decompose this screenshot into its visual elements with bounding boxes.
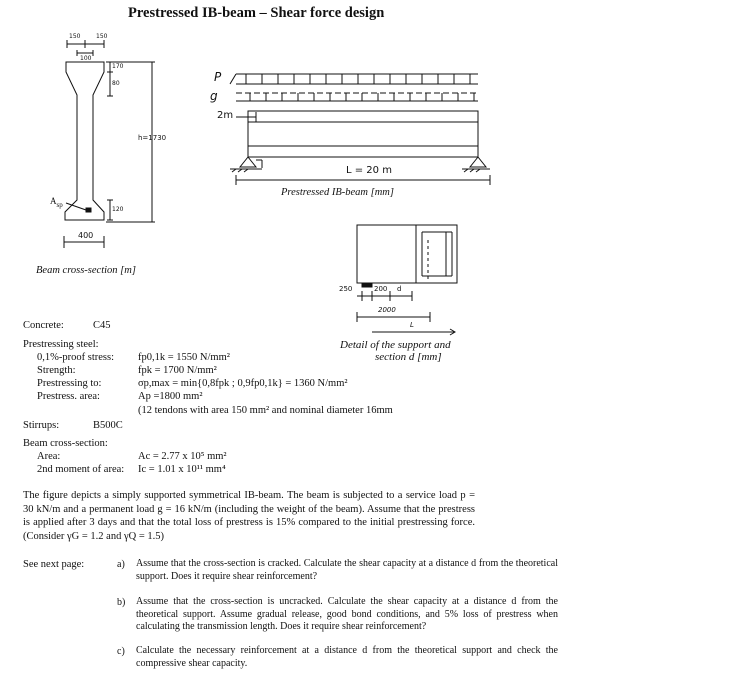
prestress-area-label: Prestress. area: [37, 391, 100, 402]
dim-150-right: 150 [96, 33, 108, 40]
label-g: g [210, 89, 218, 103]
description-paragraph: The figure depicts a simply supported symmetrical IB-beam. The beam is subjected to a service load p = 30 kN/m and a permanent load g = 16 kN/m (including the weight of the beam). Assume that the prestress is applied after 3 days and that the total loss of prestress is 15% compared to the initial prestressing force. (Consider γG = 1.2 and γQ = 1.5) [23, 490, 475, 542]
prestressing-to-value: σp,max = min{0,8fpk ; 0,9fp0,1k} = 1360 N/mm² [138, 378, 348, 389]
dim-400: 400 [78, 231, 94, 240]
dim-170: 170 [112, 63, 124, 70]
cross-section-caption: Beam cross-section [m] [36, 265, 136, 276]
moment-label: 2nd moment of area: [37, 464, 125, 475]
tendons-note: (12 tendons with area 150 mm² and nominal diameter 16mm [138, 405, 393, 416]
dim-200: 200 [374, 285, 388, 293]
strength-label: Strength: [37, 365, 76, 376]
proof-value: fp0,1k = 1550 N/mm² [138, 352, 230, 363]
g-load-arrows [250, 93, 474, 101]
question-a-marker: a) [117, 559, 125, 570]
support-detail [357, 225, 457, 335]
question-c-text: Calculate the necessary reinforcement at a distance d from the theoretical support and check the compressive shear capacity. [136, 645, 558, 669]
label-2m: 2m [217, 110, 234, 121]
detail-caption-line1: Detail of the support and [340, 339, 451, 351]
page-title: Prestressed IB-beam – Shear force design [128, 5, 385, 21]
dim-250: 250 [339, 285, 353, 293]
question-a-text: Assume that the cross-section is cracked. Calculate the shear capacity at a distance d from the theoretical support. Does it require shear reinforcement? [136, 558, 558, 582]
concrete-label: Concrete: [23, 320, 64, 331]
ib-cross-section [64, 40, 155, 248]
prestressing-label: Prestressing steel: [23, 339, 99, 350]
dim-80: 80 [112, 80, 120, 87]
see-next-label: See next page: [23, 559, 85, 570]
dim-height: h=1730 [138, 134, 167, 142]
beam-caption: Prestressed IB-beam [mm] [281, 187, 394, 198]
stirrups-label: Stirrups: [23, 420, 60, 431]
prestress-area-value: Ap =1800 mm² [138, 391, 203, 402]
stirrups-value: B500C [93, 420, 123, 431]
moment-value: Ic = 1.01 x 10¹¹ mm⁴ [138, 464, 226, 475]
section-label: Beam cross-section: [23, 438, 108, 449]
strength-value: fpk = 1700 N/mm² [138, 365, 217, 376]
dim-d: d [397, 285, 402, 293]
p-load-arrows [246, 74, 470, 84]
dim-150-left: 150 [69, 33, 81, 40]
area-label: Area: [37, 451, 61, 462]
question-b-text: Assume that the cross-section is uncracked. Calculate the shear capacity at a distance d from the theoretical support. Assume gradual release, good bond conditions, and 5% loss of prestress when calculating the transmission length. Does it require shear reinforcement? [136, 596, 558, 632]
concrete-value: C45 [93, 320, 111, 331]
label-asp: $A_{sp}$ [50, 196, 63, 209]
dim-100: 100 [80, 55, 92, 62]
dim-2000: 2000 [378, 306, 396, 314]
dim-l: L [410, 321, 414, 329]
label-span: L = 20 m [346, 165, 392, 176]
dim-120: 120 [112, 206, 124, 213]
prestressing-to-label: Prestressing to: [37, 378, 102, 389]
detail-caption-line2: section d [mm] [375, 351, 442, 363]
label-p: P [214, 70, 222, 84]
question-c-marker: c) [117, 646, 125, 657]
proof-label: 0,1%-proof stress: [37, 352, 114, 363]
area-value: Ac = 2.77 x 10⁵ mm² [138, 451, 227, 462]
question-b-marker: b) [117, 597, 126, 608]
